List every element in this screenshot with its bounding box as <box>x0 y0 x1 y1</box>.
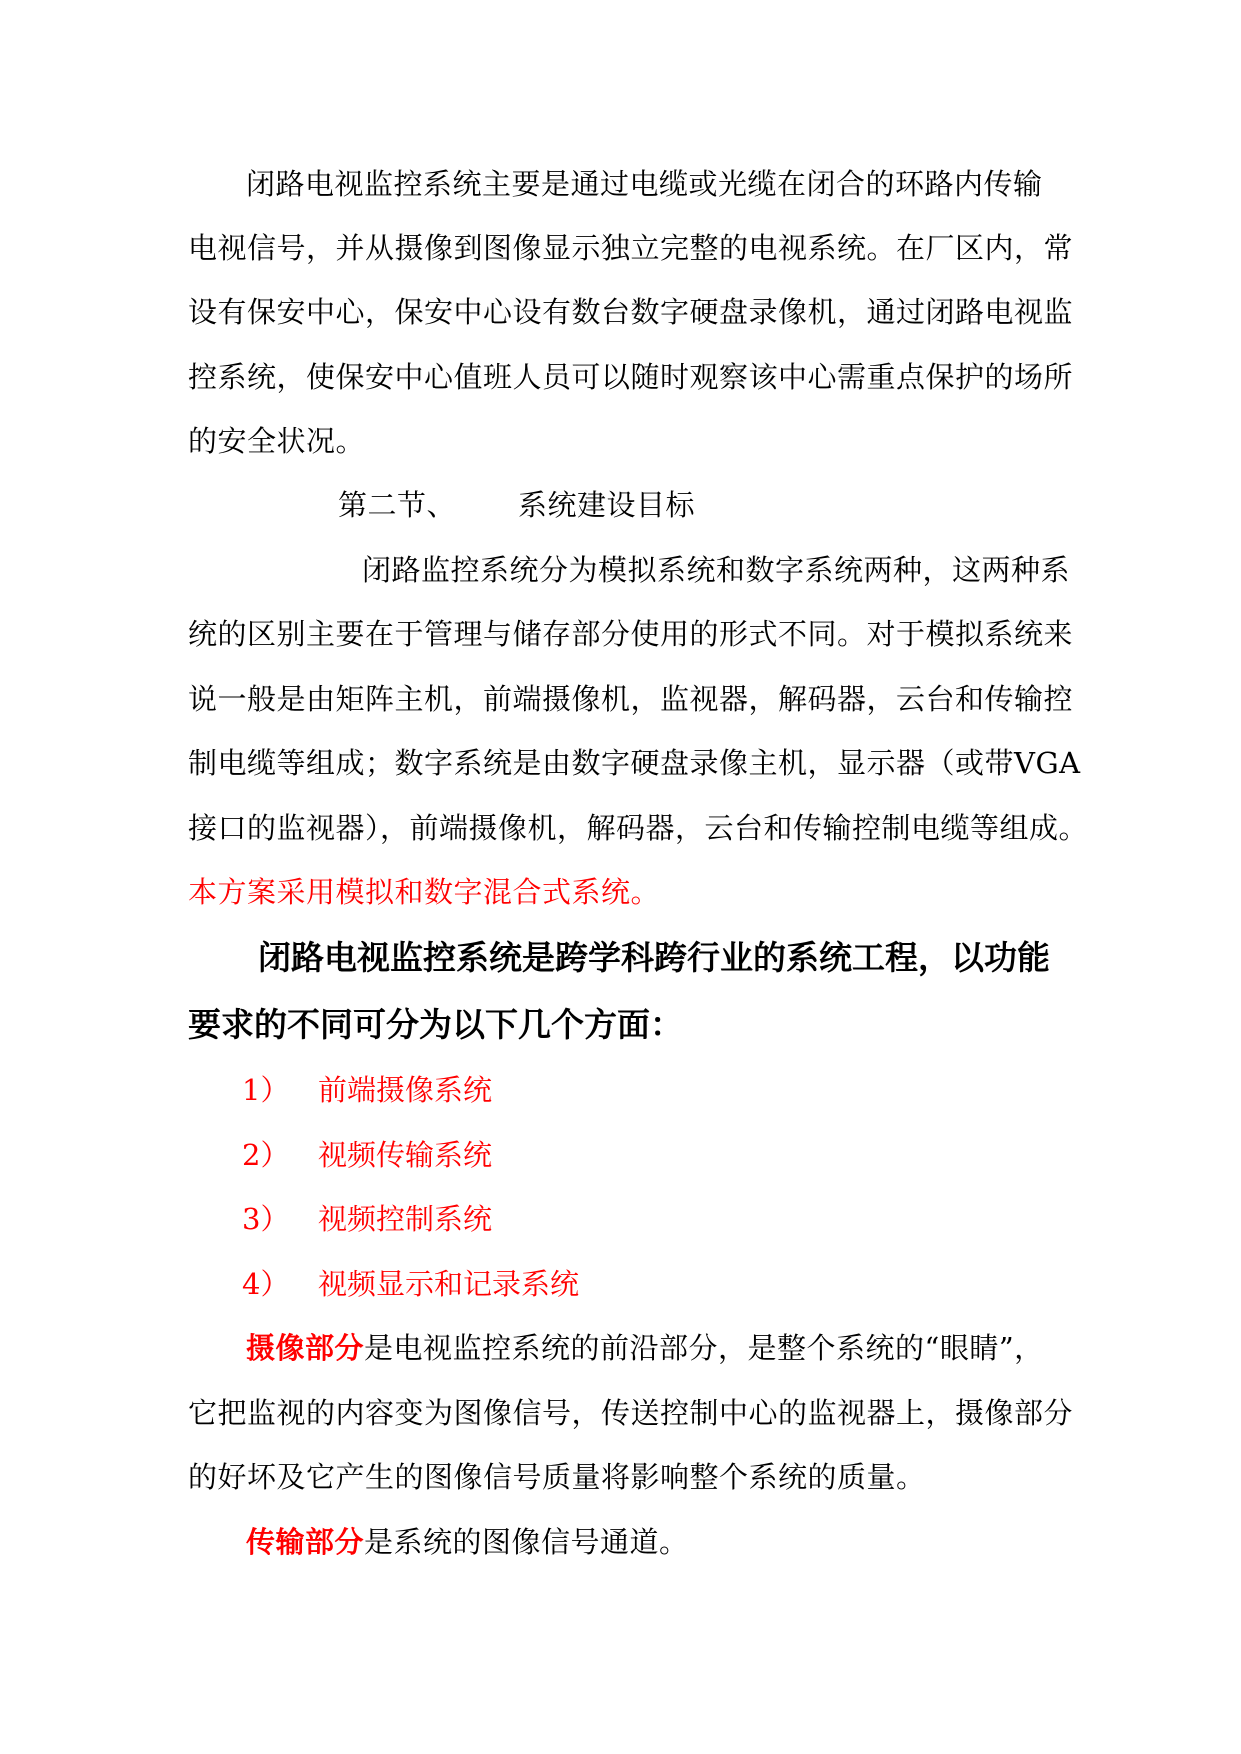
paragraph-2-highlight-line: 本方案采用模拟和数字混合式系统。 <box>188 875 661 909</box>
list-item <box>242 1135 492 1175</box>
list-item-number: 4） <box>242 1267 290 1301</box>
paragraph-3-line-2: 它把监视的内容变为图像信号，传送控制中心的监视器上，摄像部分 <box>188 1396 1074 1430</box>
paragraph-1-line-4: 控系统，使保安中心值班人员可以随时观察该中心需重点保护的场所 <box>188 360 1074 394</box>
paragraph-2-line-2: 统的区别主要在于管理与储存部分使用的形式不同。对于模拟系统来 <box>188 617 1074 651</box>
paragraph-1-line-1: 闭路电视监控系统主要是通过电缆或光缆在闭合的环路内传输 <box>246 167 1043 201</box>
section-heading <box>338 485 1198 525</box>
section-title: 系统建设目标 <box>518 488 696 522</box>
list-item-text: 前端摄像系统 <box>318 1073 493 1107</box>
section-number: 第二节、 <box>338 488 457 522</box>
list-item-text: 视频控制系统 <box>318 1202 493 1236</box>
paragraph-2-line-3: 说一般是由矩阵主机，前端摄像机，监视器，解码器，云台和传输控 <box>188 682 1074 716</box>
paragraph-4-line-1 <box>246 1522 1106 1562</box>
list-item <box>242 1199 492 1239</box>
bold-heading-line-2: 要求的不同可分为以下几个方面： <box>188 1005 683 1044</box>
paragraph-2-line-5: 接口的监视器），前端摄像机，解码器，云台和传输控制电缆等组成。 <box>188 811 1089 845</box>
camera-section-lead: 摄像部分 <box>246 1331 365 1365</box>
list-item-number: 3） <box>242 1202 290 1236</box>
list-item-number: 1） <box>242 1073 290 1107</box>
paragraph-1-line-2: 电视信号，并从摄像到图像显示独立完整的电视系统。在厂区内，常 <box>188 231 1074 265</box>
list-item-number: 2） <box>242 1138 290 1172</box>
paragraph-1-line-3: 设有保安中心，保安中心设有数台数字硬盘录像机，通过闭路电视监 <box>188 295 1074 329</box>
bold-heading-line-1: 闭路电视监控系统是跨学科跨行业的系统工程，以功能 <box>258 938 1050 977</box>
paragraph-2-line-1: 闭路监控系统分为模拟系统和数字系统两种，这两种系 <box>362 553 1071 587</box>
paragraph-3-line-3: 的好坏及它产生的图像信号质量将影响整个系统的质量。 <box>188 1460 926 1494</box>
paragraph-2-line-4: 制电缆等组成；数字系统是由数字硬盘录像主机，显示器（或带VGA <box>188 746 1081 780</box>
paragraph-4-text: 是系统的图像信号通道。 <box>364 1525 689 1559</box>
paragraph-3-line-1-text: 是电视监控系统的前沿部分，是整个系统的“眼睛”， <box>364 1331 1044 1365</box>
list-item-text: 视频显示和记录系统 <box>318 1267 580 1301</box>
transmission-section-lead: 传输部分 <box>246 1525 365 1559</box>
list-item <box>242 1264 579 1304</box>
paragraph-3-line-1 <box>246 1328 1106 1368</box>
list-item <box>242 1070 492 1110</box>
paragraph-1-line-5: 的安全状况。 <box>188 424 366 458</box>
list-item-text: 视频传输系统 <box>318 1138 493 1172</box>
